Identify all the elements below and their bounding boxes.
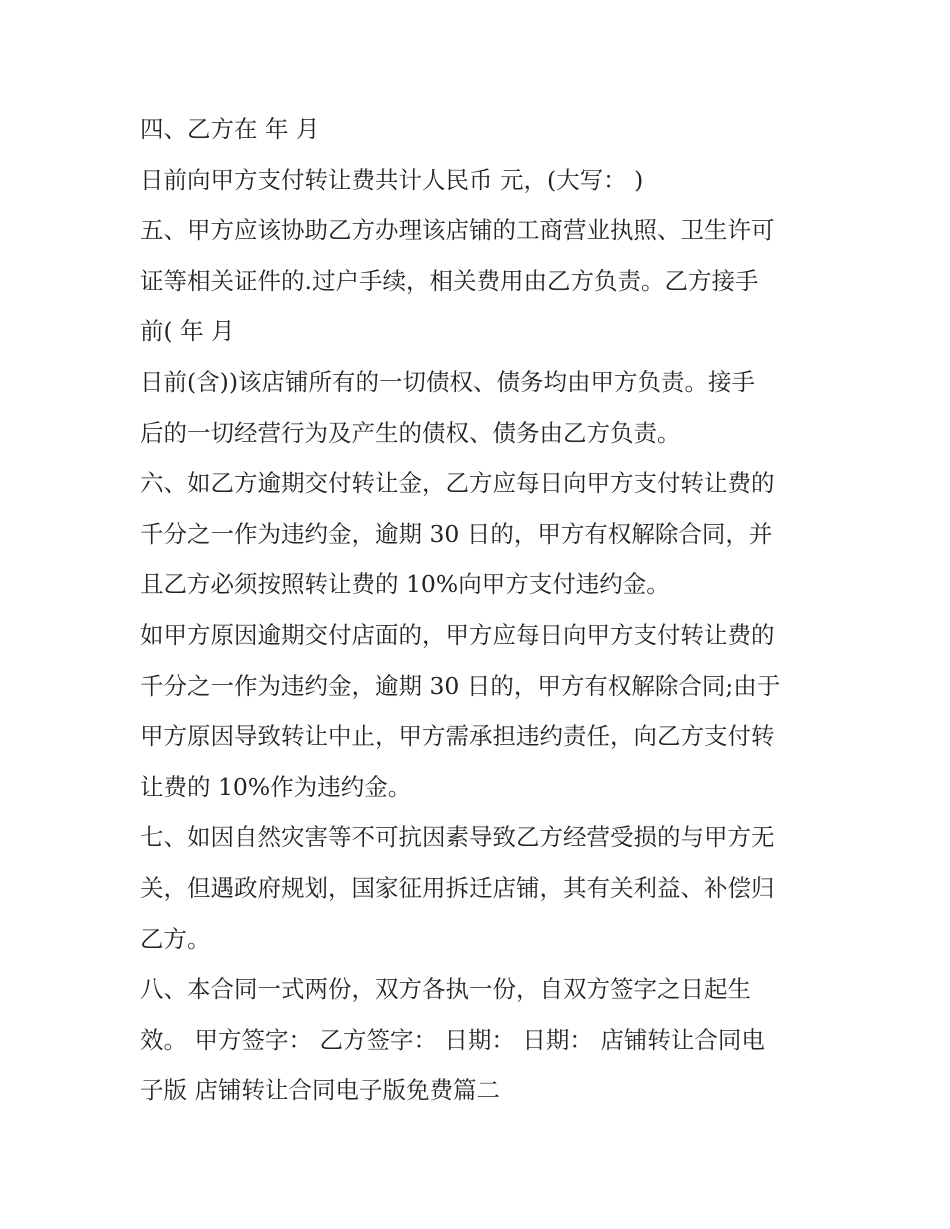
- text-line: 让费的 10%作为违约金。: [140, 772, 412, 801]
- text-line: 关，但遇政府规划，国家征用拆迁店铺，其有关利益、补偿归: [140, 873, 775, 902]
- text-line: 日前向甲方支付转让费共计人民币 元，(大写： ): [140, 165, 644, 194]
- text-line: 证等相关证件的.过户手续，相关费用由乙方负责。乙方接手: [140, 266, 759, 295]
- text-line: 六、如乙方逾期交付转让金，乙方应每日向甲方支付转让费的: [140, 469, 775, 498]
- text-line: 甲方原因导致转让中止，甲方需承担违约责任，向乙方支付转: [140, 722, 775, 751]
- text-line: 子版 店铺转让合同电子版免费篇二: [140, 1076, 500, 1105]
- text-line: 且乙方必须按照转让费的 10%向甲方支付违约金。: [140, 570, 670, 599]
- text-line: 七、如因自然灾害等不可抗因素导致乙方经营受损的与甲方无: [140, 823, 775, 852]
- document-body: [140, 104, 820, 1116]
- text-line: 乙方。: [140, 924, 211, 953]
- text-line: 四、乙方在 年 月: [140, 115, 320, 143]
- text-line: 千分之一作为违约金，逾期 30 日的，甲方有权解除合同，并: [140, 519, 773, 548]
- text-line: 千分之一作为违约金，逾期 30 日的，甲方有权解除合同;由于: [140, 671, 781, 700]
- text-line: 五、甲方应该协助乙方办理该店铺的工商营业执照、卫生许可: [140, 216, 775, 245]
- text-line: 前( 年 月: [140, 317, 235, 346]
- text-line: 效。 甲方签字： 乙方签字： 日期： 日期： 店铺转让合同电: [140, 1025, 765, 1054]
- text-line: 后的一切经营行为及产生的债权、债务由乙方负责。: [140, 418, 681, 447]
- text-line: 八、本合同一式两份，双方各执一份，自双方签字之日起生: [140, 975, 751, 1004]
- text-line: 如甲方原因逾期交付店面的，甲方应每日向甲方支付转让费的: [140, 620, 775, 649]
- text-line: 日前(含))该店铺所有的一切债权、债务均由甲方负责。接手: [140, 367, 756, 396]
